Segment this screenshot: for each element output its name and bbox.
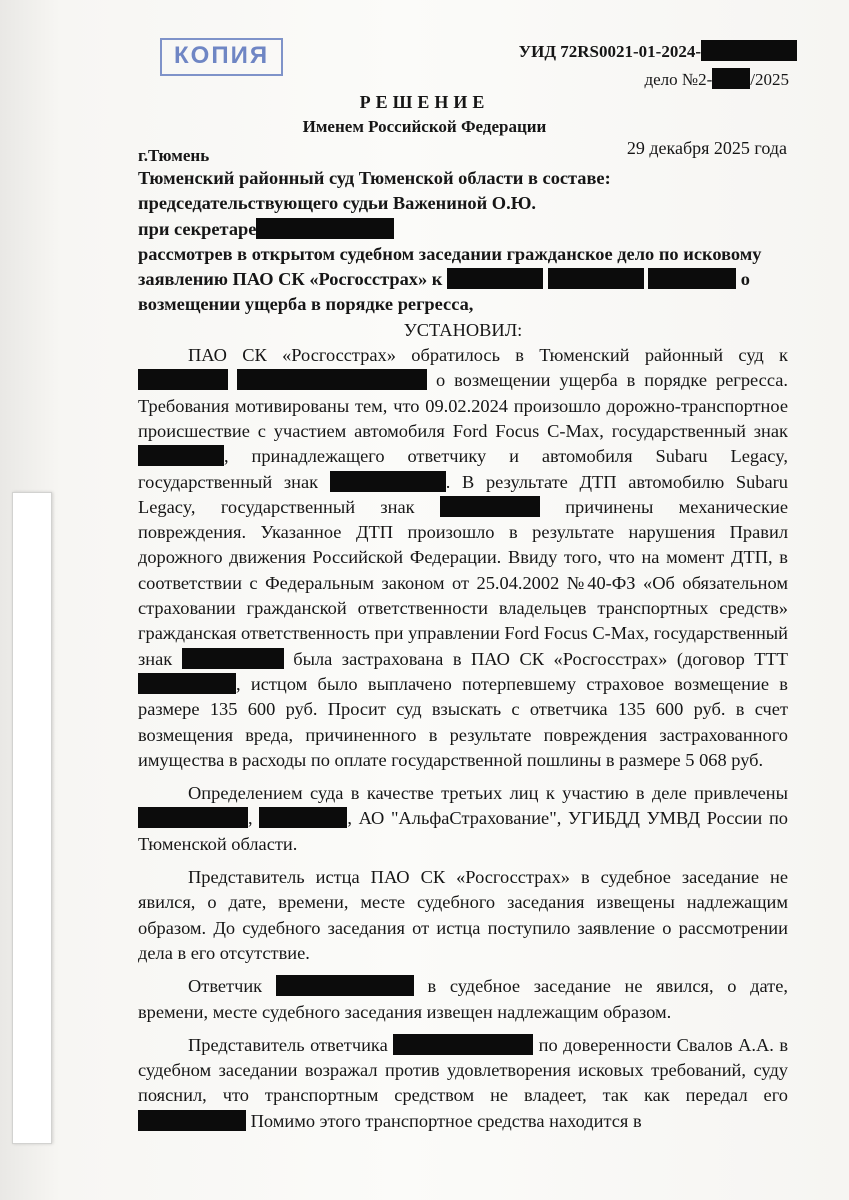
intro-block (138, 166, 788, 318)
claim-text-e: причинены механические повреждения. Указанное ДТП произошло в результате нарушения Правил дорожного движения Российской Федерации. Ввиду того, что на момент ДТП, в соответствии с Федеральным законом от 25.04.2002 №40-ФЗ «Об обязательном страховании гражданской ответственности владельцев транспортных средств» гражданская ответственность при управлении Ford Focus C-Max, государственный знак (138, 496, 788, 669)
case-uid-text: УИД 72RS0021-01-2024- (518, 42, 701, 61)
redaction-bar (259, 807, 347, 828)
claim-text-c: , принадлежащего ответчику и автомобиля Subaru Legacy, государственный знак (138, 446, 788, 492)
claim-text-f: была застрахована в ПАО СК «Росгосстрах» (договор ТТТ (293, 648, 788, 669)
city: г.Тюмень (138, 146, 210, 165)
third-parties-text-b: , (248, 808, 253, 829)
redaction-bar (138, 369, 228, 390)
claim-text-g: , истцом было выплачено потерпевшему страховое возмещение в размере 135 600 руб. Просит суд взыскать с ответчика 135 600 руб. в счет возмещения вреда, причиненного в результате повреждения застрахованного имущества в расходы по оплате государственной пошлины в размере 5 068 руб. (138, 673, 788, 770)
secretary-line (138, 217, 788, 242)
third-parties-text-c: , АО "АльфаСтрахование", УГИБДД УМВД России по Тюменской области. (138, 808, 788, 854)
decision-date: 29 декабря 2025 года (626, 138, 787, 158)
redaction-bar (548, 268, 644, 289)
established-heading: УСТАНОВИЛ: (403, 319, 523, 340)
paragraph-third-parties (138, 781, 788, 857)
paragraph-representative (138, 1033, 788, 1134)
binding-tab (12, 492, 52, 1144)
redaction-bar (712, 68, 750, 89)
document-title: РЕШЕНИЕ (359, 92, 490, 112)
third-parties-text-a: Определением суда в качестве третьих лиц к участию в деле привлечены (188, 783, 788, 804)
redaction-bar (393, 1034, 533, 1055)
considered-line-3: возмещении ущерба в порядке регресса, (138, 294, 474, 315)
redaction-bar (138, 1110, 246, 1131)
considered-line-2 (138, 267, 788, 292)
redaction-bar (276, 975, 414, 996)
case-uid (519, 40, 797, 62)
representative-label: Представитель ответчика (188, 1034, 388, 1055)
case-number-prefix: дело №2- (644, 70, 713, 89)
redaction-bar (330, 471, 446, 492)
paragraph-defendant (138, 974, 788, 1025)
claim-text-d: . В результате ДТП автомобилю Subaru Legacy, государственный знак (138, 471, 788, 517)
court-line: Тюменский районный суд Тюменской области в составе: (138, 168, 611, 188)
considered-text-2a: заявлению ПАО СК «Росгосстрах» к (138, 269, 443, 290)
defendant-text: в судебное заседание не явился, о дате, времени, месте судебного заседания извещен надлежащим образом. (138, 976, 788, 1022)
representative-text-b: по доверенности Свалов А.А. в судебном заседании возражал против удовлетворения исковых требований, суду пояснил, что транспортным средством не владеет, так как передал его (138, 1034, 789, 1106)
paragraph-plaintiff: Представитель истца ПАО СК «Росгосстрах» в судебное заседание не явился, о дате, времени, месте судебного заседания извещены надлежащим образом. До судебного заседания от истца поступило заявление о рассмотрении дела в его отсутствие. (138, 867, 788, 963)
representative-text-c: Помимо этого транспортное средства находится в (250, 1110, 642, 1131)
redaction-bar (447, 268, 543, 289)
paragraph-claim (138, 343, 788, 773)
case-number (644, 68, 789, 90)
considered-text-2b: о (740, 269, 750, 290)
secretary-label: при секретаре (138, 218, 257, 239)
redaction-bar (138, 445, 224, 466)
redaction-bar (648, 268, 736, 289)
case-number-suffix: /2025 (750, 70, 789, 89)
redaction-bar (138, 673, 236, 694)
considered-line-1: рассмотрев в открытом судебном заседании гражданское дело по исковому (138, 243, 762, 264)
redaction-bar (182, 648, 284, 669)
redaction-bar (701, 40, 797, 61)
document-subtitle: Именем Российской Федерации (302, 117, 547, 136)
claim-text-b: о возмещении ущерба в порядке регресса. Требования мотивированы тем, что 09.02.2024 произошло дорожно-транспортное происшествие с участием автомобиля Ford Focus C-Max, государственный знак (138, 370, 788, 441)
redaction-bar (256, 218, 394, 239)
redaction-bar (237, 369, 427, 390)
document-body (138, 166, 788, 1134)
copy-stamp: КОПИЯ (160, 38, 283, 76)
claim-text-a: ПАО СК «Росгосстрах» обратилось в Тюменский районный суд к (188, 345, 788, 366)
redaction-bar (440, 496, 540, 517)
defendant-label: Ответчик (188, 976, 263, 997)
judge-line: председательствующего судьи Важениной О.Ю. (138, 193, 537, 214)
redaction-bar (138, 807, 248, 828)
